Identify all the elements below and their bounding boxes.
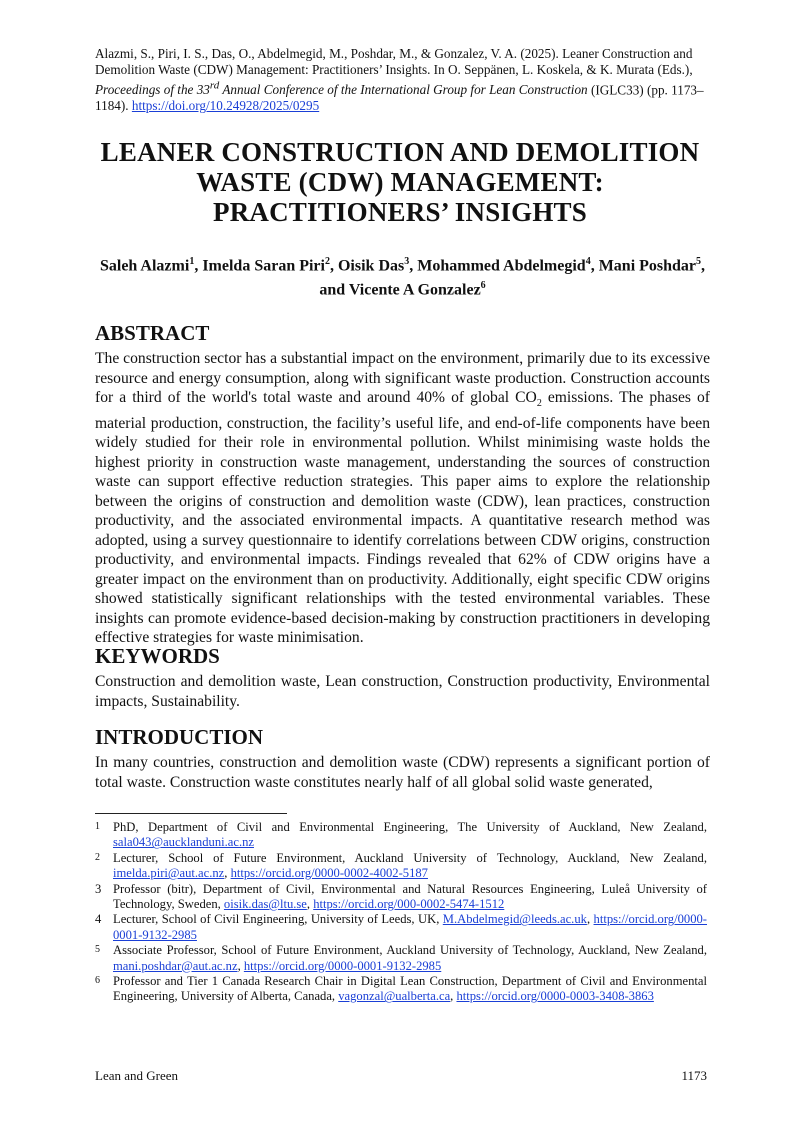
footnote-number: 3 [95, 881, 102, 896]
author-list [95, 252, 710, 301]
author-separator: , [194, 257, 203, 275]
author-affiliation-number: 3 [404, 256, 410, 267]
footnote-link[interactable]: https://orcid.org/0000-0002-4002-5187 [230, 866, 428, 881]
footnote-link[interactable]: oisik.das@ltu.se [223, 897, 307, 912]
doi-link[interactable]: https://doi.org/10.24928/2025/0295 [131, 98, 320, 114]
footnote-link[interactable]: sala043@aucklanduni.ac.nz [113, 835, 254, 850]
citation-pages: (IGLC33) (pp. 1173–1184). [95, 82, 704, 114]
title-line: LEANER CONSTRUCTION AND DEMOLITION [100, 137, 700, 167]
author-separator: , [590, 257, 599, 275]
introduction-heading: INTRODUCTION [95, 725, 264, 749]
footnote-number: 2 [95, 851, 100, 863]
keywords-heading: KEYWORDS [95, 644, 220, 668]
footnote-text: Associate Professor, School of Future Environment, Auckland University of Technology, Auckland, New Zealand, mani.poshdar@aut.ac.nz, https://orcid.org/0000-0001-9132-2985 [113, 943, 707, 973]
paper-title [60, 137, 740, 227]
author-affiliation-number: 2 [324, 256, 330, 267]
footnote [95, 882, 707, 913]
footnote-text: Professor and Tier 1 Canada Research Chair in Digital Lean Construction, Department of Civil and Environmental Engineering, University of Alberta, Canada, vagonzal@ualberta.ca, https://orcid.org/0000-0003-3408-3863 [113, 974, 707, 1004]
author-name: Mohammed Abdelmegid [417, 257, 586, 275]
footnote-text: Lecturer, School of Future Environment, Auckland University of Technology, Auckland, New Zealand, imelda.piri@aut.ac.nz, https://orcid.org/0000-0002-4002-5187 [113, 850, 707, 881]
footnote-link[interactable]: vagonzal@ualberta.ca [338, 989, 451, 1004]
author-separator: , [409, 257, 418, 275]
introduction-text: In many countries, construction and demolition waste (CDW) represents a significant portion of total waste. Construction waste constitutes nearly half of all global solid waste generated, [95, 754, 710, 791]
citation-header [95, 46, 710, 114]
footnote-link[interactable]: https://orcid.org/0000-0003-3408-3863 [456, 989, 654, 1004]
footnote-number: 5 [95, 944, 100, 956]
author-name: Saleh Alazmi [99, 257, 190, 275]
footnote-link[interactable]: https://orcid.org/0000-0001-9132-2985 [113, 912, 707, 942]
footnote [95, 974, 707, 1005]
footnote [95, 851, 707, 882]
author-affiliation-number: 6 [480, 280, 486, 292]
author-name: Mani Poshdar [598, 257, 697, 275]
abstract-text: The construction sector has a substantial impact on the environment, primarily due to its excessive resource and energy consumption, along with significant waste production. Construction accounts for a third of the world's total waste and around 40% of global $CO_2$ emissions. The phases of material production, construction, the facility’s useful life, and end-of-life components have been widely studied for their role in environmental pollution. Whilst minimising waste holds the highest priority in construction waste management, understanding the sources of construction waste can support effective reduction strategies. This paper aims to explore the relationship between the origins of construction and demolition waste (CDW), lean practices, construction productivity, and the associated environmental impacts. A quantitative research method was adopted, using a survey questionnaire to identify correlations between CDW origins, construction productivity, and environmental impacts. Findings revealed that 62% of CDW origins have a greater impact on the environment than on productivity. Additionally, eight specific CDW origins showed statistically significant relationships with the tested environmental variables. These insights can promote evidence-based decision-making by construction practitioners in developing effective strategies for waste minimisation. [95, 350, 710, 647]
footer-section-name: Lean and Green [95, 1068, 179, 1083]
author-name: Imelda Saran Piri [202, 257, 325, 275]
footnote-divider [95, 813, 287, 814]
footnote-link[interactable]: imelda.piri@aut.ac.nz [113, 866, 225, 881]
footnote-link[interactable]: mani.poshdar@aut.ac.nz [113, 958, 238, 973]
footnote-number: 1 [95, 821, 100, 832]
proceedings-title: Proceedings of the 33rd Annual Conference of the International Group for Lean Construction [95, 80, 588, 98]
citation-text: Alazmi, S., Piri, I. S., Das, O., Abdelmegid, M., Poshdar, M., & Gonzalez, V. A. (2025). Leaner Construction and Demolition Waste (CDW) Management: Practitioners’ Insights. In O. Seppänen, L. Koskela, & K. Murata (Eds.), [95, 46, 693, 77]
author-affiliation-number: 1 [189, 256, 195, 267]
author-name: Oisik Das [337, 257, 405, 275]
author-name: Vicente A Gonzalez [348, 281, 481, 299]
footnote-link[interactable]: https://orcid.org/0000-0001-9132-2985 [243, 958, 442, 973]
footnote [95, 912, 707, 943]
abstract-heading: ABSTRACT [95, 321, 210, 345]
author-separator: , [329, 257, 338, 275]
author-affiliation-number: 5 [696, 256, 702, 267]
title-line: PRACTITIONERS’ INSIGHTS [213, 197, 587, 227]
footnote-link[interactable]: M.Abdelmegid@leeds.ac.uk [442, 912, 587, 927]
author-separator: , and [319, 257, 706, 299]
page-number: 1173 [681, 1068, 707, 1083]
footnote-text: Lecturer, School of Civil Engineering, University of Leeds, UK, M.Abdelmegid@leeds.ac.uk, https://orcid.org/0000-0001-9132-2985 [113, 912, 707, 942]
footnote [95, 943, 707, 974]
footnote-text: Professor (bitr), Department of Civil, Environmental and Natural Resources Engineering, Luleå University of Technology, Sweden, oisik.das@ltu.se, https://orcid.org/000-0002-5474-1512 [113, 881, 707, 912]
title-line: WASTE (CDW) MANAGEMENT: [196, 167, 604, 197]
footnotes [95, 820, 707, 1005]
keywords-text: Construction and demolition waste, Lean construction, Construction productivity, Environmental impacts, Sustainability. [95, 673, 710, 710]
footnote-text: PhD, Department of Civil and Environmental Engineering, The University of Auckland, New Zealand, sala043@aucklanduni.ac.nz [113, 820, 707, 850]
author-affiliation-number: 4 [585, 256, 591, 267]
footnote-link[interactable]: https://orcid.org/000-0002-5474-1512 [313, 897, 505, 912]
footnote [95, 820, 707, 851]
footnote-number: 4 [95, 912, 102, 927]
footnote-number: 6 [95, 975, 100, 987]
